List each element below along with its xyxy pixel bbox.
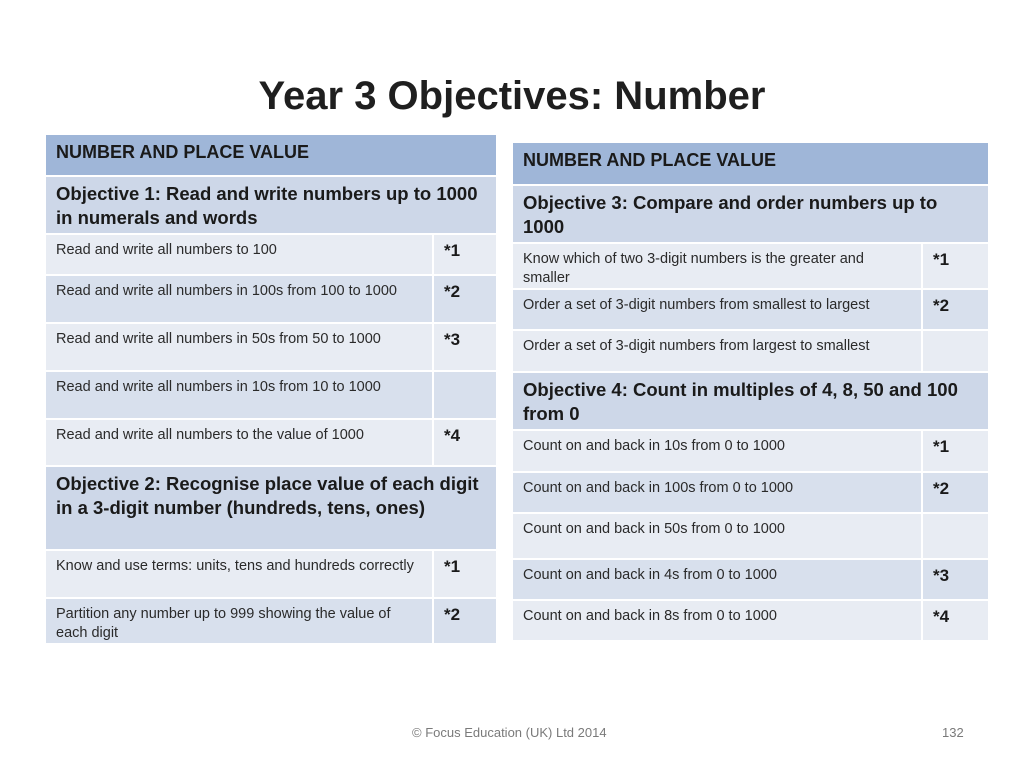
objective-text: Partition any number up to 999 showing the value of each digit xyxy=(45,598,433,644)
objective-1-title: Objective 1: Read and write numbers up to 1000 in numerals and words xyxy=(45,176,497,234)
star-level xyxy=(922,330,989,372)
objective-text: Count on and back in 100s from 0 to 1000 xyxy=(512,472,922,513)
star-level: *1 xyxy=(433,234,497,275)
star-level: *2 xyxy=(922,289,989,330)
objective-text: Read and write all numbers to 100 xyxy=(45,234,433,275)
table-row xyxy=(512,243,989,289)
table-row xyxy=(45,371,497,419)
star-level xyxy=(433,371,497,419)
star-level: *1 xyxy=(433,550,497,598)
table-row xyxy=(512,472,989,513)
objective-2-title: Objective 2: Recognise place value of each digit in a 3-digit number (hundreds, tens, ones) xyxy=(45,466,497,550)
objective-row xyxy=(512,185,989,243)
objective-text: Know which of two 3-digit numbers is the greater and smaller xyxy=(512,243,922,289)
objective-text: Order a set of 3-digit numbers from largest to smallest xyxy=(512,330,922,372)
table-header: NUMBER AND PLACE VALUE xyxy=(45,134,497,176)
star-level: *4 xyxy=(433,419,497,466)
table-header-row xyxy=(45,134,497,176)
objective-4-title: Objective 4: Count in multiples of 4, 8, 50 and 100 from 0 xyxy=(512,372,989,430)
star-level xyxy=(922,513,989,559)
table-row xyxy=(512,430,989,472)
star-level: *4 xyxy=(922,600,989,641)
objective-text: Read and write all numbers in 10s from 10 to 1000 xyxy=(45,371,433,419)
star-level: *1 xyxy=(922,430,989,472)
table-row xyxy=(512,289,989,330)
table-row xyxy=(45,598,497,644)
objective-text: Count on and back in 8s from 0 to 1000 xyxy=(512,600,922,641)
table-row xyxy=(45,323,497,371)
table-row xyxy=(512,513,989,559)
table-row xyxy=(512,559,989,600)
objective-3-title: Objective 3: Compare and order numbers up to 1000 xyxy=(512,185,989,243)
table-header: NUMBER AND PLACE VALUE xyxy=(512,142,989,185)
objective-text: Read and write all numbers in 50s from 50 to 1000 xyxy=(45,323,433,371)
objective-text: Order a set of 3-digit numbers from smallest to largest xyxy=(512,289,922,330)
star-level: *2 xyxy=(433,598,497,644)
objective-text: Count on and back in 4s from 0 to 1000 xyxy=(512,559,922,600)
objective-text: Count on and back in 10s from 0 to 1000 xyxy=(512,430,922,472)
star-level: *3 xyxy=(433,323,497,371)
objective-row xyxy=(512,372,989,430)
left-objectives-table xyxy=(44,133,498,645)
page-number: 132 xyxy=(942,725,964,740)
copyright-footer: © Focus Education (UK) Ltd 2014 xyxy=(412,725,607,740)
star-level: *3 xyxy=(922,559,989,600)
table-row xyxy=(512,330,989,372)
objective-text: Read and write all numbers to the value of 1000 xyxy=(45,419,433,466)
objective-text: Know and use terms: units, tens and hundreds correctly xyxy=(45,550,433,598)
table-row xyxy=(45,275,497,323)
star-level: *2 xyxy=(922,472,989,513)
table-row xyxy=(45,234,497,275)
objective-text: Read and write all numbers in 100s from 100 to 1000 xyxy=(45,275,433,323)
objective-row xyxy=(45,466,497,550)
table-row xyxy=(45,550,497,598)
star-level: *2 xyxy=(433,275,497,323)
objective-row xyxy=(45,176,497,234)
objective-text: Count on and back in 50s from 0 to 1000 xyxy=(512,513,922,559)
table-row xyxy=(512,600,989,641)
star-level: *1 xyxy=(922,243,989,289)
right-objectives-table xyxy=(511,141,990,642)
table-header-row xyxy=(512,142,989,185)
table-row xyxy=(45,419,497,466)
page-title: Year 3 Objectives: Number xyxy=(258,74,766,118)
